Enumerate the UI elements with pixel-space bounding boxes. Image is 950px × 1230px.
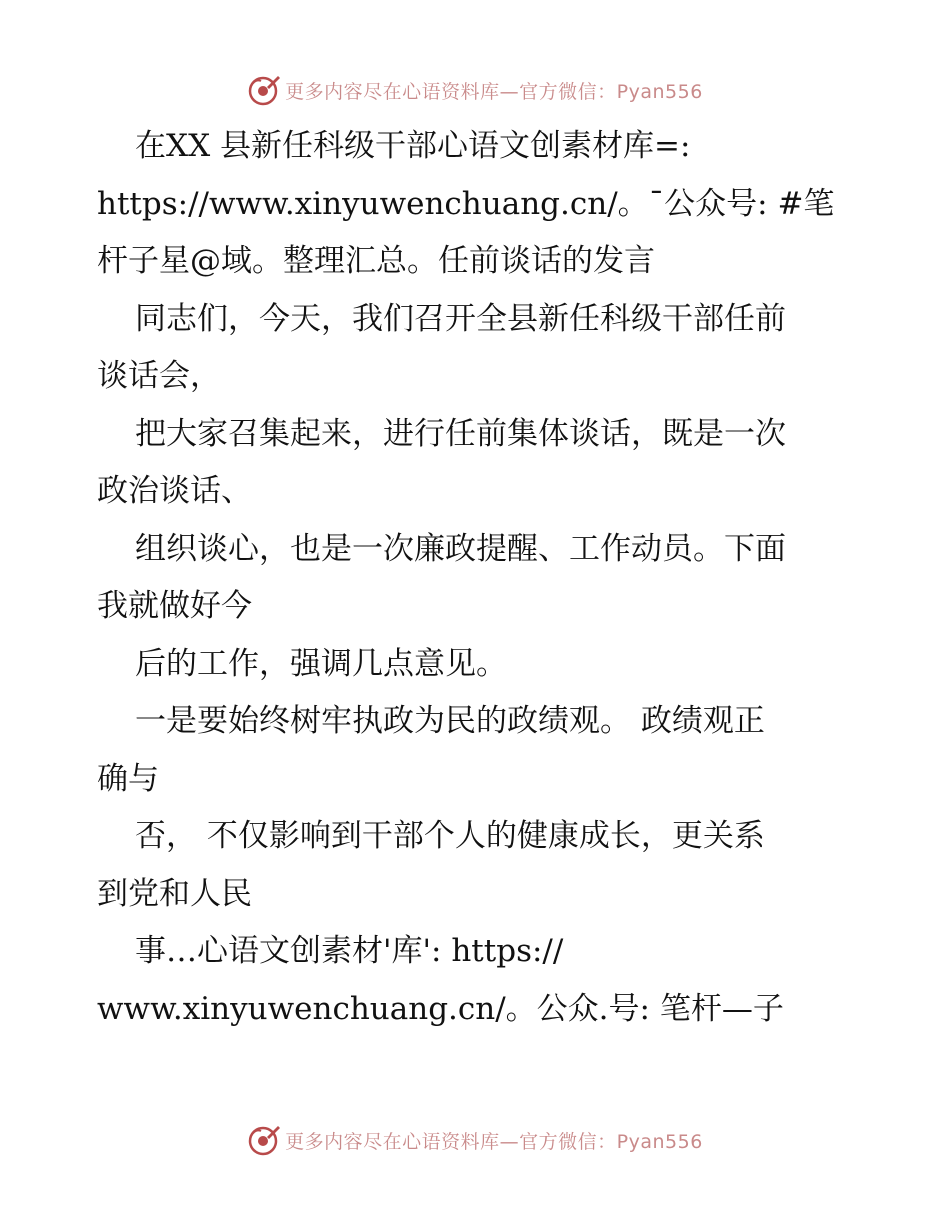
header-watermark — [0, 70, 950, 110]
body-line: 杆子星@域。整理汇总。任前谈话的发言 — [97, 243, 655, 279]
body-line: 否， 不仅影响到干部个人的健康成长，更关系 — [135, 818, 765, 854]
document-body — [97, 118, 857, 1038]
pen-nib-circle-icon — [247, 73, 281, 107]
body-line: 在XX 县新任科级干部心语文创素材库=: — [135, 128, 691, 164]
pen-nib-circle-icon — [247, 1123, 281, 1157]
body-line: https://www.xinyuwenchuang.cn/。¯公众号: #笔 — [97, 185, 835, 222]
body-line: 事…心语文创素材'库': https:// — [135, 933, 564, 969]
body-line: 确与 — [97, 760, 159, 797]
body-line: 后的工作，强调几点意见。 — [135, 645, 507, 682]
body-line: 同志们，今天，我们召开全县新任科级干部任前 — [135, 300, 786, 337]
body-line: 把大家召集起来，进行任前集体谈话，既是一次 — [135, 415, 786, 452]
body-line: 到党和人民 — [97, 875, 252, 912]
body-line: 谈话会， — [97, 358, 221, 394]
body-line: 我就做好今 — [97, 588, 252, 624]
body-line: www.xinyuwenchuang.cn/。公众.号: 笔杆—子 — [97, 990, 784, 1027]
body-line: 一是要始终树牢执政为民的政绩观。 政绩观正 — [135, 703, 765, 739]
watermark-text: 更多内容尽在心语资料库—官方微信：Pyan556 — [285, 80, 703, 103]
watermark-text: 更多内容尽在心语资料库—官方微信：Pyan556 — [285, 1130, 703, 1153]
footer-watermark — [0, 1120, 950, 1160]
body-line: 政治谈话、 — [97, 473, 252, 509]
body-line: 组织谈心，也是一次廉政提醒、工作动员。下面 — [135, 530, 786, 567]
